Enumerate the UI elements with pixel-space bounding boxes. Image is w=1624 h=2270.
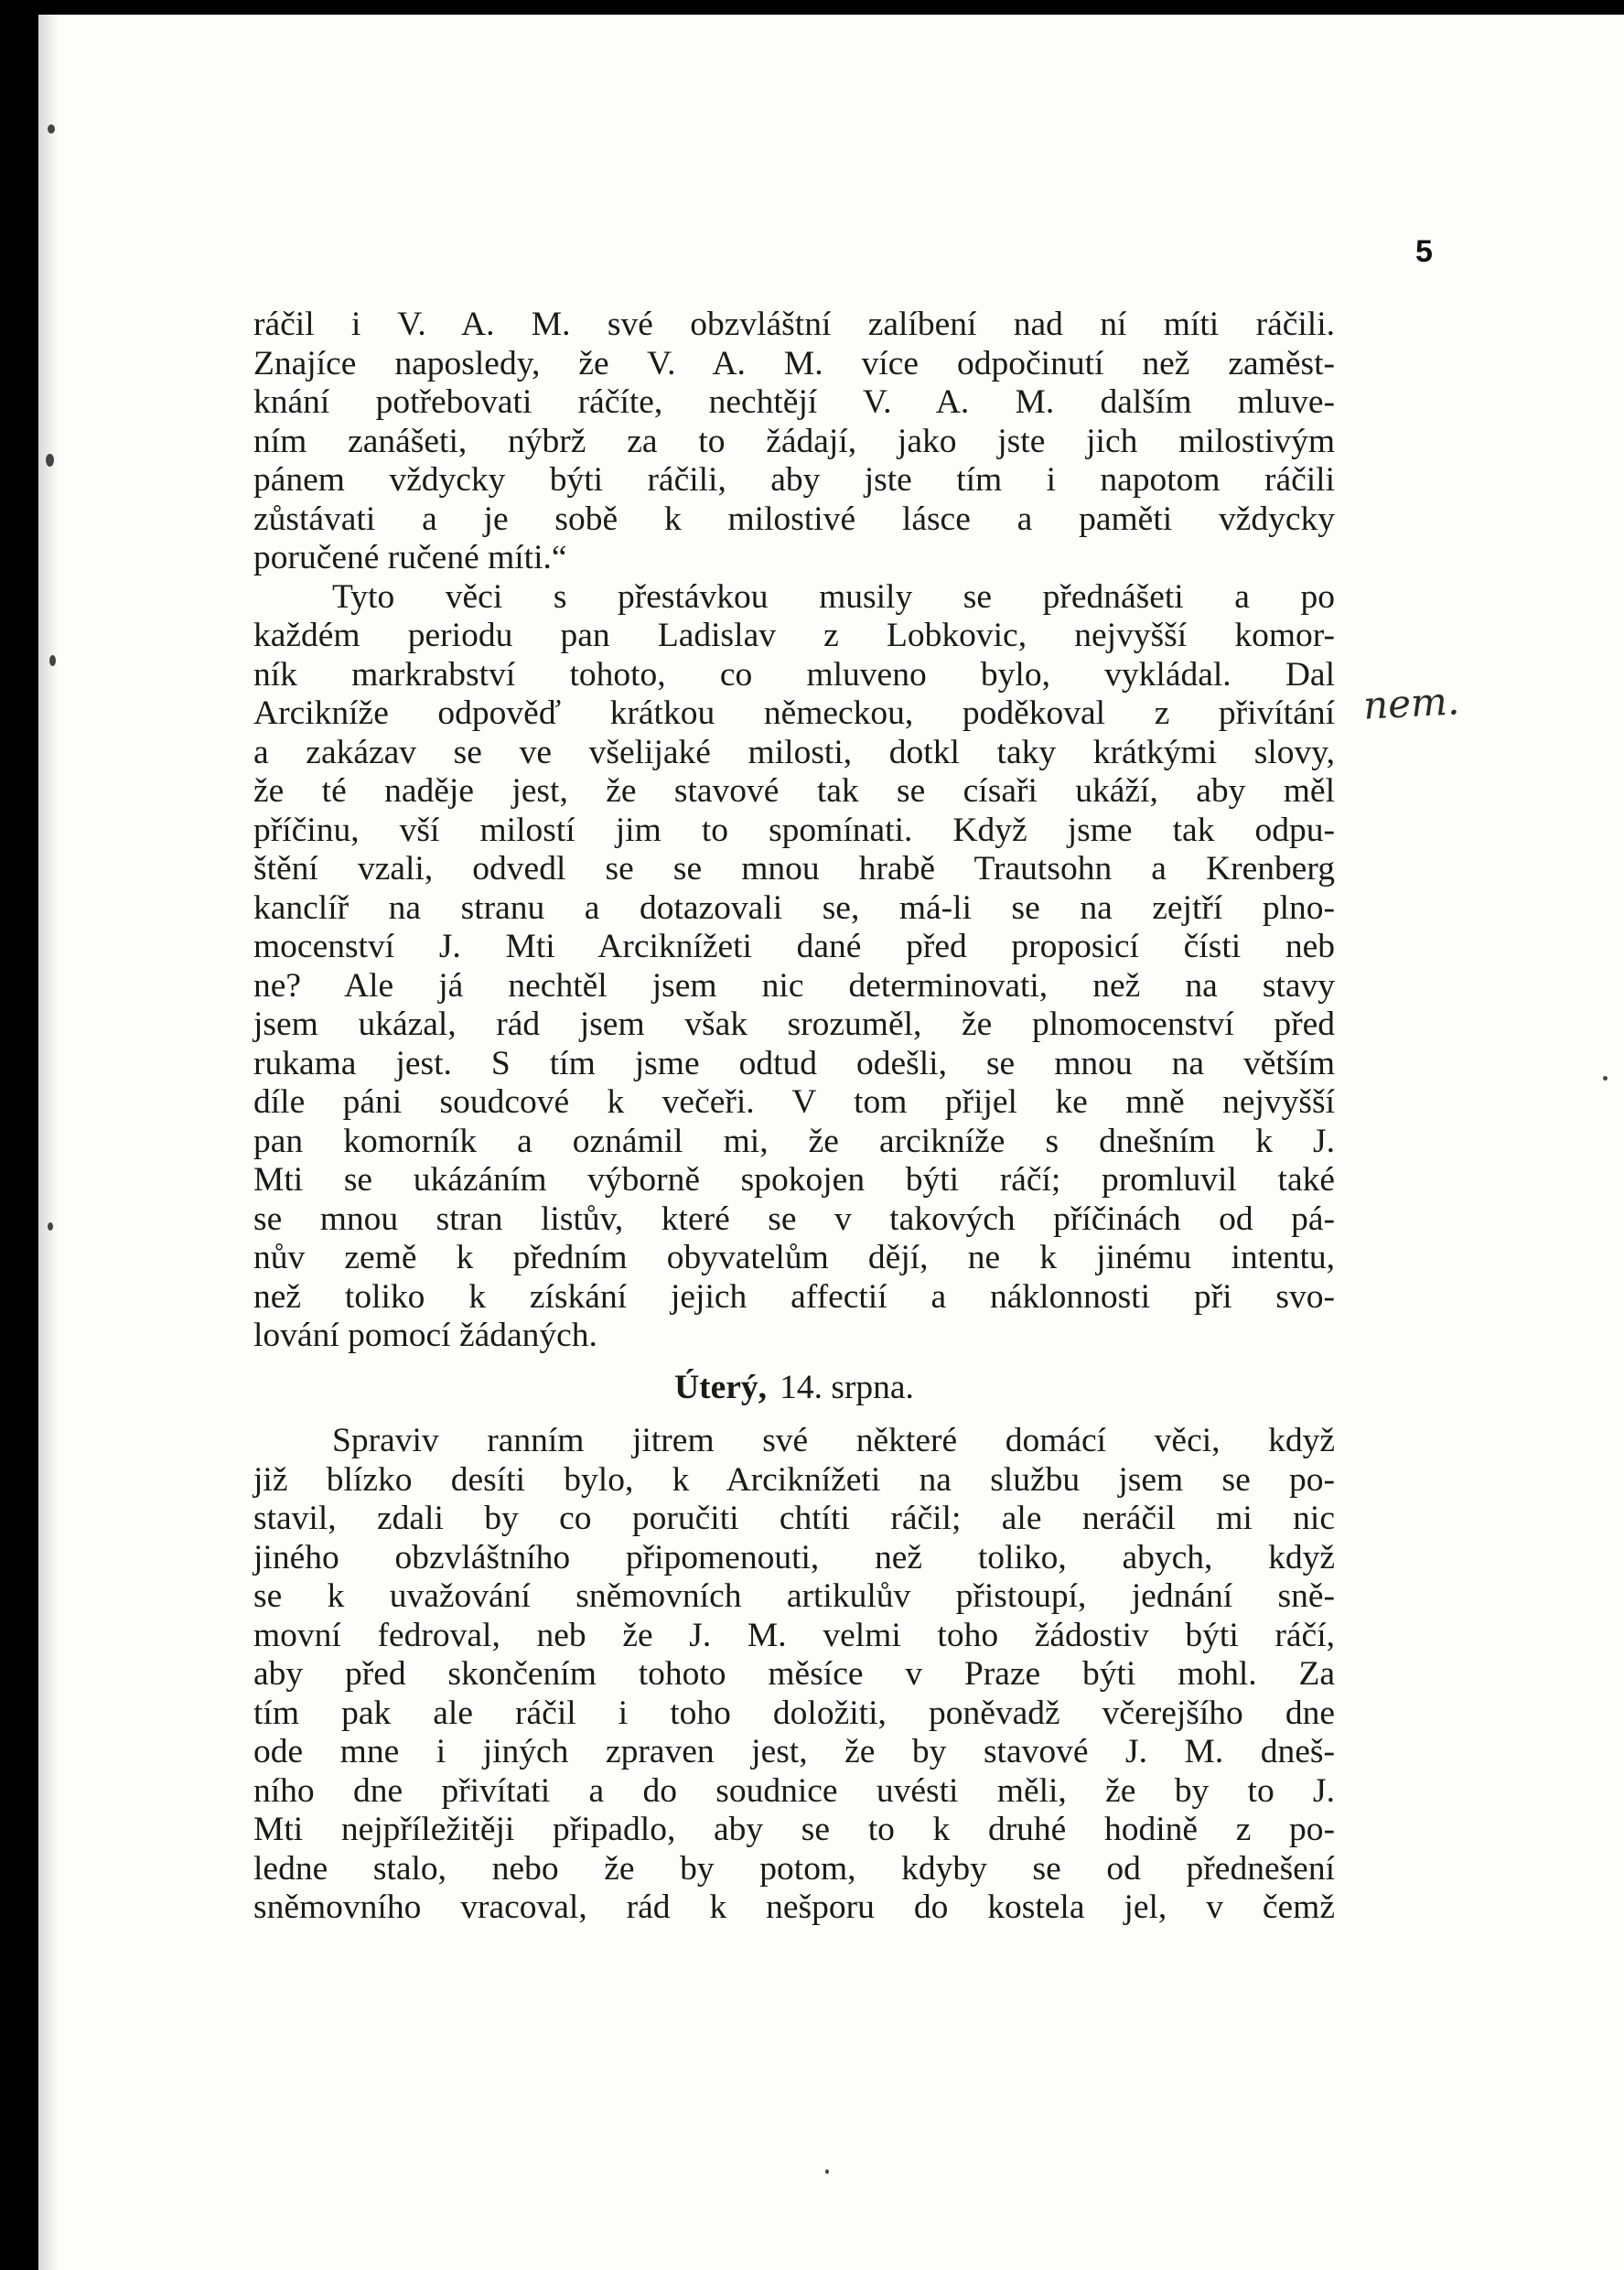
paper-speck [46,454,54,467]
text-line: Arcikníže odpověď krátkou německou, poděkoval z přivítání [253,694,1335,732]
paper-speck [48,124,55,134]
text-line: tím pak ale ráčil i toho doložiti, poněvadž včerejšího dne [253,1694,1335,1732]
text-line: ode mne i jiných zpraven jest, že by stavové J. M. dneš- [253,1733,1335,1770]
paper-speck [49,655,56,666]
text-line: pánem vždycky býti ráčili, aby jste tím i napotom ráčili [253,461,1335,499]
paper-speck [825,2169,829,2174]
text-line: movní fedroval, neb že J. M. velmi toho žádostiv býti ráčí, [253,1616,1335,1654]
text-line: Mti se ukázáním výborně spokojen býti ráčí; promluvil také [253,1161,1335,1199]
text-line: a zakázav se ve všelijaké milosti, dotkl taky krátkými slovy, [253,733,1335,771]
text-line: se mnou stran listův, které se v takových příčinách od pá- [253,1200,1335,1238]
text-line: jiného obzvláštního připomenouti, než toliko, abych, když [253,1538,1335,1576]
heading-date: 14. srpna. [780,1368,914,1406]
text-line: poručené ručené míti.“ [253,539,567,576]
text-line: každém periodu pan Ladislav z Lobkovic, nejvyšší komor- [253,617,1335,654]
text-line: Spraviv ranním jitrem své některé domácí věci, když [332,1422,1335,1459]
text-line: jsem ukázal, rád jsem však srozuměl, že plnomocenství před [253,1006,1335,1043]
paragraph-2 [253,578,1335,1356]
text-line: knání potřebovati ráčíte, nechtějí V. A. M. dalším mluve- [253,383,1335,421]
handwritten-margin-note: nem. [1361,678,1461,728]
text-line: že té naděje jest, že stavové tak se císaři ukáží, aby měl [253,772,1335,810]
text-line: ledne stalo, nebo že by potom, kdyby se od přednešení [253,1849,1335,1888]
paper-speck [1603,1076,1608,1081]
text-line: ráčil i V. A. M. své obzvláštní zalíbení nad ní míti ráčili. [253,306,1335,343]
text-line: zůstávati a je sobě k milostivé lásce a paměti vždycky [253,500,1335,538]
text-line: ního dne přivítati a do soudnice uvésti měli, že by to J. [253,1771,1335,1810]
document-page [38,15,1624,2270]
text-line: kanclíř na stranu a dotazovali se, má-li se na zejtří plno- [253,888,1335,927]
text-line: se k uvažování sněmovních artikulův přistoupí, jednání sně- [253,1577,1335,1615]
paper-speck [48,1222,53,1231]
text-line: Znajíce naposledy, že V. A. M. více odpočinutí než zaměst- [253,344,1335,382]
text-line: stavil, zdali by co poručiti chtíti ráčil; ale neráčil mi nic [253,1500,1335,1537]
paragraph-3 [253,1422,1335,1928]
text-line: než toliko k získání jejich affectií a náklonnosti při svo- [253,1277,1335,1316]
text-line: ník markrabství tohoto, co mluveno bylo, vykládal. Dal [253,655,1335,694]
text-line: sněmovního vracoval, rád k nešporu do kostela jel, v čemž [253,1888,1335,1926]
paragraph-1 [253,306,1335,578]
body-text [253,306,1335,1928]
text-line: nův země k předním obyvatelům dějí, ne k jinému intentu, [253,1239,1335,1276]
text-line: štění vzali, odvedl se se mnou hrabě Trautsohn a Krenberg [253,850,1335,888]
text-line: rukama jest. S tím jsme odtud odešli, se mnou na větším [253,1044,1335,1082]
text-line: díle páni soudcové k večeři. V tom přijel ke mně nejvyšší [253,1083,1335,1121]
text-line: již blízko desíti bylo, k Arciknížeti na službu jsem se po- [253,1460,1335,1499]
page-edge-shadow [38,15,59,2270]
text-line: pan komorník a oznámil mi, že arcikníže s dnešním k J. [253,1122,1335,1160]
text-line: ne? Ale já nechtěl jsem nic determinovati, než na stavy [253,966,1335,1005]
text-line: mocenství J. Mti Arciknížeti dané před proposicí čísti neb [253,928,1335,965]
date-heading [253,1369,1335,1408]
text-line: Tyto věci s přestávkou musily se přednášeti a po [332,577,1335,616]
text-line: ním zanášeti, nýbrž za to žádají, jako jste jich milostivým [253,422,1335,460]
text-line: Mti nejpříležitěji připadlo, aby se to k druhé hodině z po- [253,1811,1335,1848]
text-line: příčinu, vší milostí jim to spomínati. Když jsme tak odpu- [253,811,1335,849]
text-line: aby před skončením tohoto měsíce v Praze býti mohl. Za [253,1655,1335,1693]
page-number: 5 [1415,234,1433,269]
heading-day: Úterý, [674,1368,768,1406]
text-line: lování pomocí žádaných. [253,1317,597,1354]
